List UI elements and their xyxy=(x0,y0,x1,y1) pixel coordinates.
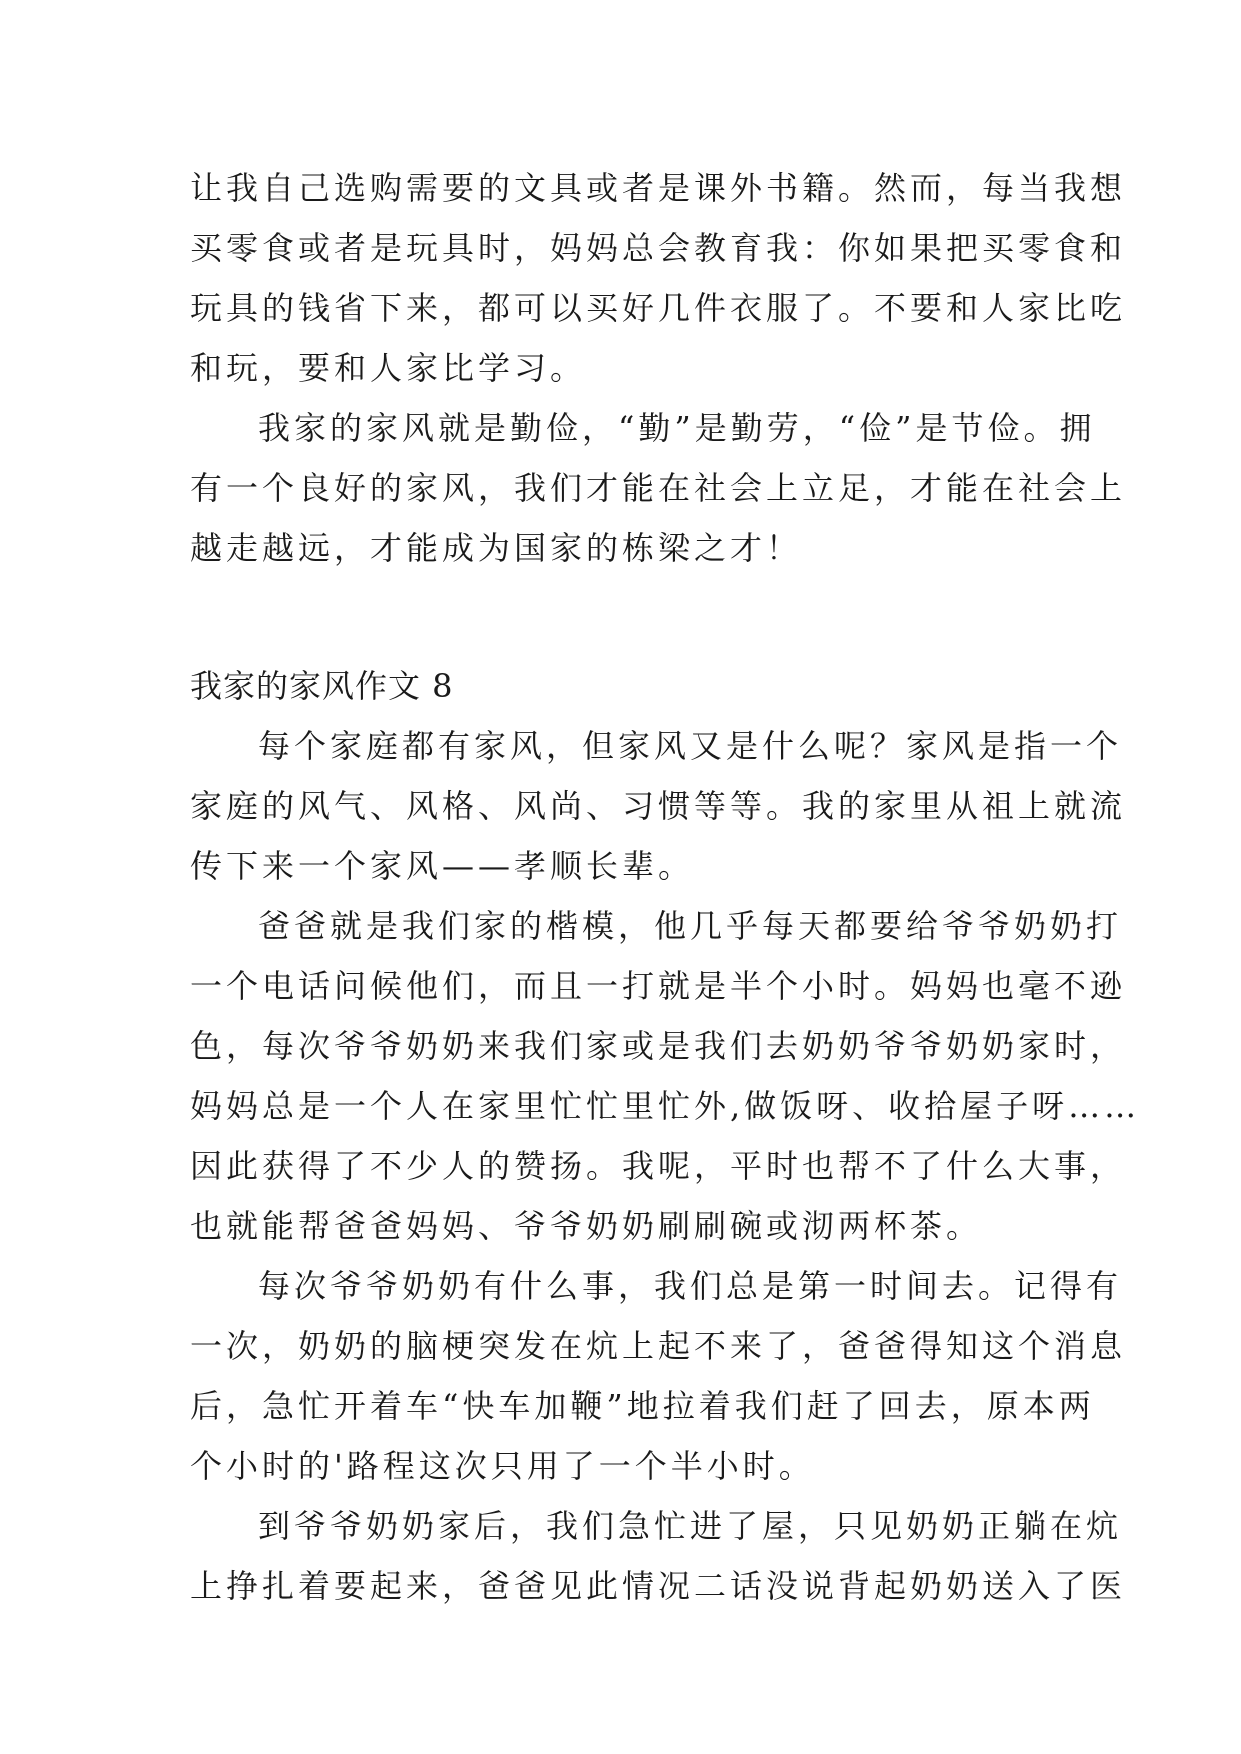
text-line: 有一个良好的家风，我们才能在社会上立足，才能在社会上 xyxy=(190,469,1127,507)
text-line: 家庭的风气、风格、风尚、习惯等等。我的家里从祖上就流 xyxy=(190,787,1127,825)
text-line: 个小时的'路程这次只用了一个半小时。 xyxy=(190,1447,815,1485)
text-line: 妈妈总是一个人在家里忙忙里忙外,做饭呀、收拾屋子呀…… xyxy=(190,1087,1141,1125)
text-line: 传下来一个家风——孝顺长辈。 xyxy=(190,847,695,885)
text-line: 买零食或者是玩具时，妈妈总会教育我：你如果把买零食和 xyxy=(190,229,1127,267)
text-line: 因此获得了不少人的赞扬。我呢，平时也帮不了什么大事， xyxy=(190,1147,1127,1185)
section-spacer xyxy=(190,578,1050,656)
text-line: 让我自己选购需要的文具或者是课外书籍。然而，每当我想 xyxy=(190,169,1127,207)
section-title: 我家的家风作文 8 xyxy=(190,667,454,705)
text-line: 越走越远，才能成为国家的栋梁之才！ xyxy=(190,529,803,567)
text-line: 和玩，要和人家比学习。 xyxy=(190,349,587,387)
paragraph xyxy=(190,1496,1127,1616)
paragraph xyxy=(190,1256,1127,1496)
text-line: 也就能帮爸爸妈妈、爷爷奶奶刷刷碗或沏两杯茶。 xyxy=(190,1207,983,1245)
paragraph xyxy=(190,398,1127,578)
text-line: 爸爸就是我们家的楷模，他几乎每天都要给爷爷奶奶打 xyxy=(258,907,1123,945)
text-line: 后，急忙开着车“快车加鞭”地拉着我们赶了回去，原本两 xyxy=(190,1387,1095,1425)
document-body xyxy=(190,158,1141,1616)
text-line: 每次爷爷奶奶有什么事，我们总是第一时间去。记得有 xyxy=(258,1267,1123,1305)
text-line: 玩具的钱省下来，都可以买好几件衣服了。不要和人家比吃 xyxy=(190,289,1127,327)
paragraph xyxy=(190,896,1141,1256)
text-line: 上挣扎着要起来，爸爸见此情况二话没说背起奶奶送入了医 xyxy=(190,1567,1127,1605)
text-line: 我家的家风就是勤俭，“勤”是勤劳，“俭”是节俭。拥 xyxy=(258,409,1096,447)
text-line: 到爷爷奶奶家后，我们急忙进了屋，只见奶奶正躺在炕 xyxy=(258,1507,1123,1545)
paragraph-continuation xyxy=(190,158,1127,398)
text-line: 色，每次爷爷奶奶来我们家或是我们去奶奶爷爷奶奶家时， xyxy=(190,1027,1127,1065)
text-line: 一次，奶奶的脑梗突发在炕上起不来了，爸爸得知这个消息 xyxy=(190,1327,1127,1365)
text-line: 每个家庭都有家风，但家风又是什么呢？家风是指一个 xyxy=(258,727,1123,765)
text-line: 一个电话问候他们，而且一打就是半个小时。妈妈也毫不逊 xyxy=(190,967,1127,1005)
paragraph xyxy=(190,716,1127,896)
